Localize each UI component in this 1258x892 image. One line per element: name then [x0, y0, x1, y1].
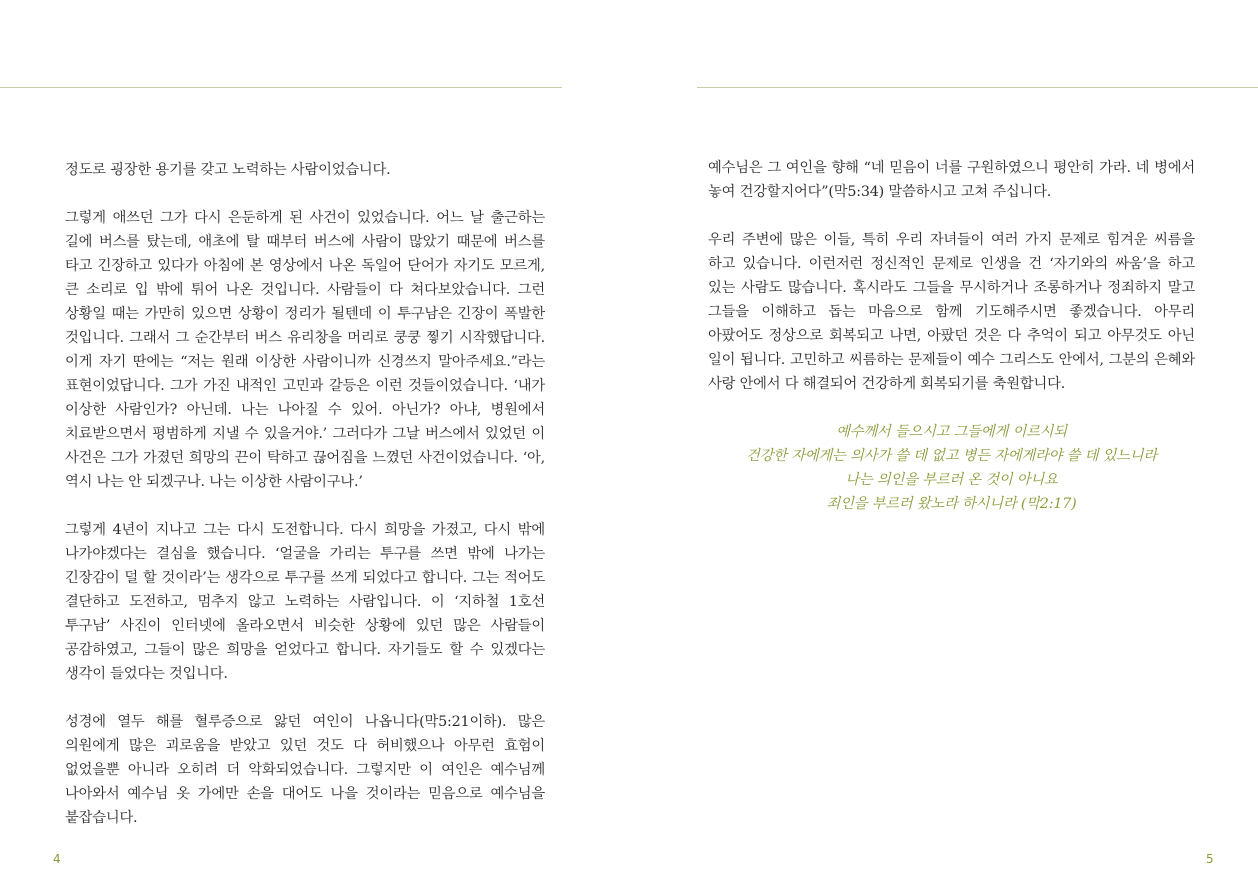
right-page [697, 0, 1258, 892]
quote-line: 나는 의인을 부르러 온 것이 아니요 [845, 472, 1058, 488]
paragraph: 그렇게 애쓰던 그가 다시 은둔하게 된 사건이 있었습니다. 어느 날 출근하는 길에 버스를 탔는데, 애초에 탈 때부터 버스에 사람이 많았기 때문에 버스를 타고 긴장하고 있다가 아침에 본 영상에서 나온 독일어 단어가 자기도 모르게, 큰 소리로 입 밖에 튀어 나온 것입니다. 사람들이 다 쳐다보았습니다. 그런 상황일 때는 가만히 있으면 상황이 정리가 될텐데 이 투구남은 긴장이 폭발한 것입니다. 그래서 그 순간부터 버스 유리창을 머리로 쿵쿵 찧기 시작했답니다. 이게 자기 딴에는 “저는 원래 이상한 사람이니까 신경쓰지 말아주세요.”라는 표현이었답니다. 그가 가진 내적인 고민과 갈등은 이런 것들이었습니다. ‘내가 이상한 사람인가? 아닌데. 나는 나아질 수 있어. 아닌가? 아냐, 병원에서 치료받으면서 평범하게 지낼 수 있을거야.’ 그러다가 그날 버스에서 있었던 이 사건은 그가 가졌던 희망의 끈이 탁하고 끊어짐을 느꼈던 사건이었습니다. ‘아, 역시 나는 안 되겠구나. 나는 이상한 사람이구나.’ [65, 210, 545, 490]
quote-line: 예수께서 들으시고 그들에게 이르시되 [836, 424, 1067, 440]
scripture-quote [708, 420, 1195, 516]
paragraph: 정도로 굉장한 용기를 갖고 노력하는 사람이었습니다. [65, 162, 391, 178]
left-body-text [65, 158, 545, 830]
quote-line: 죄인을 부르러 왔노라 하시니라 (막2:17) [826, 496, 1077, 512]
right-body-text [708, 156, 1195, 516]
page-number: 5 [1206, 852, 1214, 866]
paragraph: 예수님은 그 여인을 향해 “네 믿음이 너를 구원하였으니 평안히 가라. 네 병에서 놓여 건강할지어다”(막5:34) 말씀하시고 고쳐 주십니다. [708, 160, 1195, 200]
paragraph: 그렇게 4년이 지나고 그는 다시 도전합니다. 다시 희망을 가졌고, 다시 밖에 나가야겠다는 결심을 했습니다. ‘얼굴을 가리는 투구를 쓰면 밖에 나가는 긴장감이 덜 할 것이라’는 생각으로 투구를 쓰게 되었다고 합니다. 그는 적어도 결단하고 도전하고, 멈추지 않고 노력하는 사람입니다. 이 ‘지하철 1호선 투구남’ 사진이 인터넷에 올라오면서 비슷한 상황에 있던 많은 사람들이 공감하였고, 그들이 많은 희망을 얻었다고 합니다. 자기들도 할 수 있겠다는 생각이 들었다는 것입니다. [65, 522, 545, 682]
header-rule [0, 87, 562, 88]
page-number: 4 [53, 852, 61, 866]
paragraph: 우리 주변에 많은 이들, 특히 우리 자녀들이 여러 가지 문제로 힘겨운 씨름을 하고 있습니다. 이런저런 정신적인 문제로 인생을 건 ‘자기와의 싸움’을 하고 있는 사람도 많습니다. 혹시라도 그들을 무시하거나 조롱하거나 정죄하지 말고 그들을 이해하고 돕는 마음으로 함께 기도해주시면 좋겠습니다. 아무리 아팠어도 정상으로 회복되고 나면, 아팠던 것은 다 추억이 되고 아무것도 아닌 일이 됩니다. 고민하고 씨름하는 문제들이 예수 그리스도 안에서, 그분의 은혜와 사랑 안에서 다 해결되어 건강하게 회복되기를 축원합니다. [708, 232, 1195, 392]
paragraph: 성경에 열두 해를 혈루증으로 앓던 여인이 나옵니다(막5:21이하). 많은 의원에게 많은 괴로움을 받았고 있던 것도 다 허비했으나 아무런 효험이 없었을뿐 아니라 오히려 더 악화되었습니다. 그렇지만 이 여인은 예수님께 나아와서 예수님 옷 가에만 손을 대어도 나을 것이라는 믿음으로 예수님을 붙잡습니다. [65, 714, 545, 826]
header-rule [697, 87, 1258, 88]
left-page [0, 0, 562, 892]
quote-line: 건강한 자에게는 의사가 쓸 데 없고 병든 자에게라야 쓸 데 있느니라 [746, 448, 1157, 464]
